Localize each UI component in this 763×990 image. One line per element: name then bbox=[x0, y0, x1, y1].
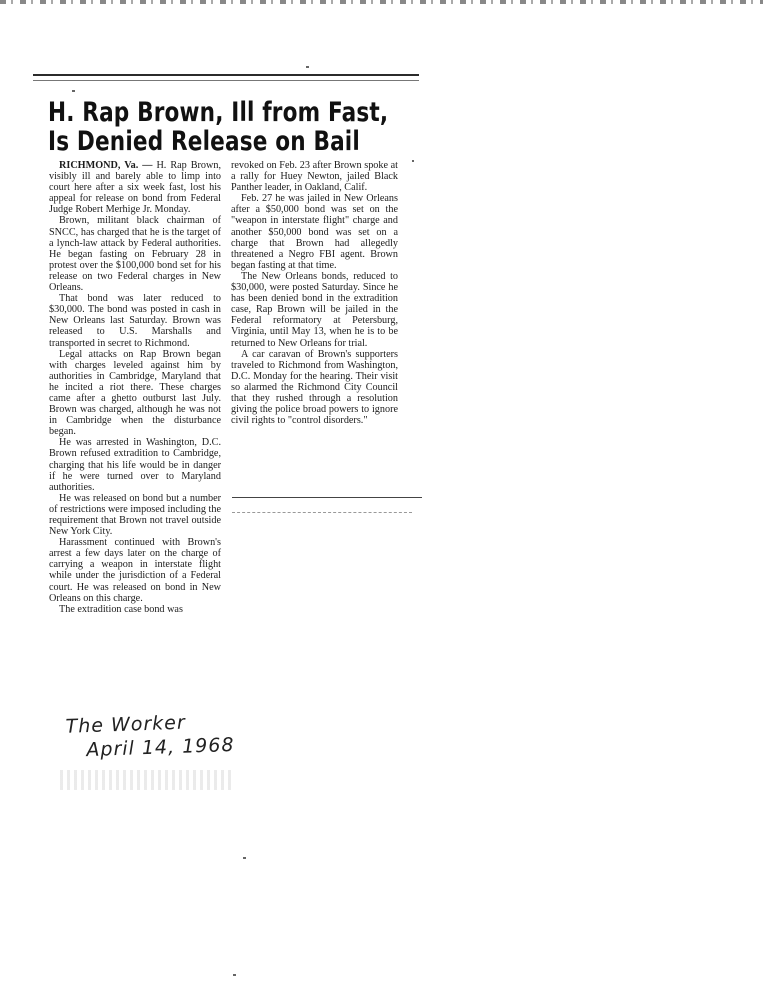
article-paragraph: The New Orleans bonds, reduced to $30,000, were posted Saturday. Since he has been denied bond in the extradition case, Rap Brown will be jailed in the Federal reformatory at Petersburg, Virginia, until May 13, when he is to be returned to New Orleans for trial. bbox=[231, 270, 398, 349]
article-column-1 bbox=[49, 160, 221, 615]
header-rule bbox=[33, 74, 419, 76]
article-paragraph: He was arrested in Washington, D.C. Brown refused extradition to Cambridge, charging that his life would be in danger if he were turned over to Maryland authorities. bbox=[49, 437, 221, 493]
article-paragraph: Legal attacks on Rap Brown began with charges leveled against him by authorities in Cambridge, Maryland that he incited a riot there. These charges came after a ghetto outburst last July. Brown was charged, although he was not in Cambridge when the disturbance began. bbox=[49, 348, 221, 438]
article-paragraph: Brown, militant black chairman of SNCC, has charged that he is the target of a lynch-law attack by Federal authorities. He began fasting on February 28 in protest over the $100,000 bond set for his release on two Federal charges in New Orleans. bbox=[49, 215, 221, 294]
article-paragraph: The extradition case bond was bbox=[59, 603, 183, 615]
article-paragraph bbox=[49, 160, 221, 215]
headline-line-2: Is Denied Release on Bail bbox=[48, 126, 360, 157]
scan-speck bbox=[72, 90, 75, 92]
article-column-2 bbox=[231, 160, 398, 426]
article-end-rule-dashed bbox=[232, 512, 412, 514]
dateline: RICHMOND, Va. — bbox=[59, 160, 153, 171]
headline bbox=[48, 98, 388, 156]
article-paragraph: revoked on Feb. 23 after Brown spoke at a rally for Huey Newton, jailed Black Panther leader, in Oakland, Calif. bbox=[231, 160, 398, 194]
scan-speck bbox=[243, 857, 246, 859]
handwritten-annotation bbox=[57, 709, 235, 763]
scan-speck bbox=[233, 974, 236, 976]
scan-edge-artifact bbox=[0, 0, 763, 4]
scan-speck bbox=[306, 66, 309, 68]
paragraph-text: H. Rap Brown, visibly ill and barely able to limp into court here after a six week fast, lost his appeal for release on bond from Federal Judge Robert Merhige Jr. Monday. bbox=[49, 160, 222, 216]
article-paragraph: He was released on bond but a number of restrictions were imposed including the requirement that Brown not travel outside New York City. bbox=[49, 492, 221, 538]
handwritten-source: The Worker bbox=[65, 711, 187, 738]
article-paragraph: A car caravan of Brown's supporters traveled to Richmond from Washington, D.C. Monday for the hearing. Their visit so alarmed the Richmond City Council that they rushed through a resolution giving the police broad powers to ignore civil rights to "control disorders." bbox=[231, 348, 398, 427]
scan-speck bbox=[412, 160, 414, 162]
article-paragraph: Feb. 27 he was jailed in New Orleans after a $50,000 bond was set on the "weapon in interstate flight" charge and another $50,000 bond was set on a charge that Brown had allegedly threatened a Negro FBI agent. Brown began fasting at that time. bbox=[231, 193, 398, 271]
scan-smudge bbox=[60, 770, 235, 790]
headline-line-1: H. Rap Brown, Ill from Fast, bbox=[48, 97, 389, 128]
handwritten-date: April 14, 1968 bbox=[86, 733, 235, 762]
header-rule-thin bbox=[33, 80, 419, 81]
article-end-rule bbox=[232, 497, 422, 498]
article-paragraph: Harassment continued with Brown's arrest a few days later on the charge of carrying a weapon in interstate flight while under the jurisdiction of a Federal court. He was released on bond in New Orleans on this charge. bbox=[49, 537, 221, 604]
article-paragraph: That bond was later reduced to $30,000. The bond was posted in cash in New Orleans last Saturday. Brown was released to U.S. Marshalls and transported in secret to Richmond. bbox=[49, 293, 221, 349]
